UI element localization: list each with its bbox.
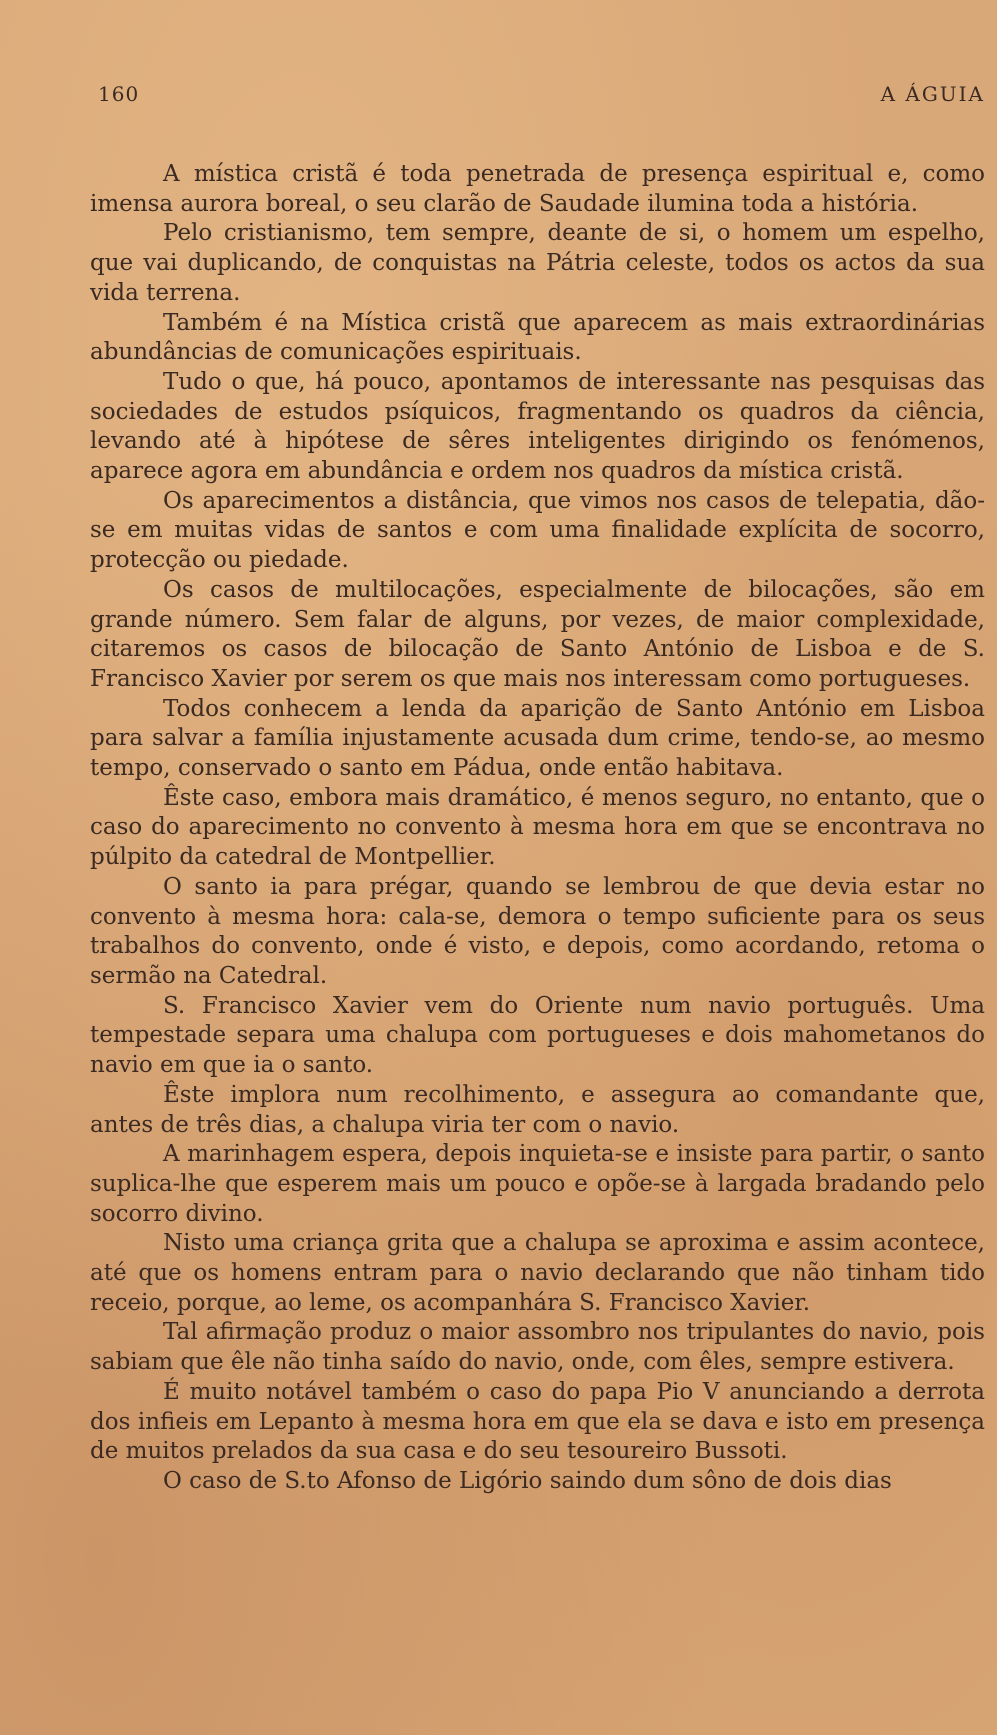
page-header	[90, 82, 985, 118]
paragraph: Os aparecimentos a distância, que vimos nos casos de telepatia, dão-se em muitas vidas de santos e com uma finalidade explícita de socorro, protecção ou piedade.	[90, 487, 985, 574]
paragraph: Também é na Mística cristã que aparecem as mais extraordinárias abundâncias de comunicações espirituais.	[90, 309, 985, 366]
paragraph: Tal afirmação produz o maior assombro nos tripulantes do navio, pois sabiam que êle não tinha saído do navio, onde, com êles, sempre estivera.	[90, 1319, 985, 1376]
paragraph: O santo ia para prégar, quando se lembrou de que devia estar no convento à mesma hora: cala-se, demora o tempo suficiente para os seus trabalhos do convento, onde é visto, e depois, como acordando, retoma o sermão na Catedral.	[90, 873, 985, 989]
paragraph: Nisto uma criança grita que a chalupa se aproxima e assim acontece, até que os homens entram para o navio declarando que não tinham tido receio, porque, ao leme, os acompanhára S. Francisco Xavier.	[90, 1230, 985, 1316]
paragraph: A marinhagem espera, depois inquieta-se e insiste para partir, o santo suplica-lhe que esperem mais um pouco e opõe-se à largada bradando pelo socorro divino.	[90, 1141, 985, 1227]
paragraph: Todos conhecem a lenda da aparição de Santo António em Lisboa para salvar a família injustamente acusada dum crime, tendo-se, ao mesmo tempo, conservado o santo em Pádua, onde então habitava.	[90, 695, 985, 782]
paragraph: A mística cristã é toda penetrada de presença espiritual e, como imensa aurora boreal, o seu clarão de Saudade ilumina toda a história.	[90, 161, 985, 217]
paragraph: Pelo cristianismo, tem sempre, deante de si, o homem um espelho, que vai duplicando, de conquistas na Pátria celeste, todos os actos da sua vida terrena.	[90, 220, 985, 306]
paragraph: Êste implora num recolhimento, e assegura ao comandante que, antes de três dias, a chalupa viria ter com o navio.	[90, 1081, 985, 1138]
paragraph: É muito notável também o caso do papa Pio V anunciando a derrota dos infieis em Lepanto à mesma hora em que ela se dava e isto em presença de muitos prelados da sua casa e do seu tesoureiro Bussoti.	[90, 1378, 985, 1465]
page-number: 160	[98, 82, 140, 106]
body-text	[90, 160, 985, 1497]
paragraph: Os casos de multilocações, especialmente de bilocações, são em grande número. Sem falar de alguns, por vezes, de maior complexidade, citaremos os casos de bilocação de Santo António de Lisboa e de S. Francisco Xavier por serem os que mais nos interessam como portugueses.	[90, 576, 985, 692]
paragraph: S. Francisco Xavier vem do Oriente num navio português. Uma tempestade separa uma chalupa com portugueses e dois mahometanos do navio em que ia o santo.	[90, 992, 985, 1079]
running-title: A ÁGUIA	[880, 82, 985, 106]
paragraph: Tudo o que, há pouco, apontamos de interessante nas pesquisas das sociedades de estudos psíquicos, fragmentando os quadros da ciência, levando até à hipótese de sêres inteligentes dirigindo os fenómenos, aparece agora em abundância e ordem nos quadros da mística cristã.	[90, 368, 985, 485]
paragraph: O caso de S.to Afonso de Ligório saindo dum sôno de dois dias	[163, 1467, 892, 1494]
paragraph: Êste caso, embora mais dramático, é menos seguro, no entanto, que o caso do aparecimento no convento à mesma hora em que se encontrava no púlpito da catedral de Montpellier.	[90, 784, 985, 871]
